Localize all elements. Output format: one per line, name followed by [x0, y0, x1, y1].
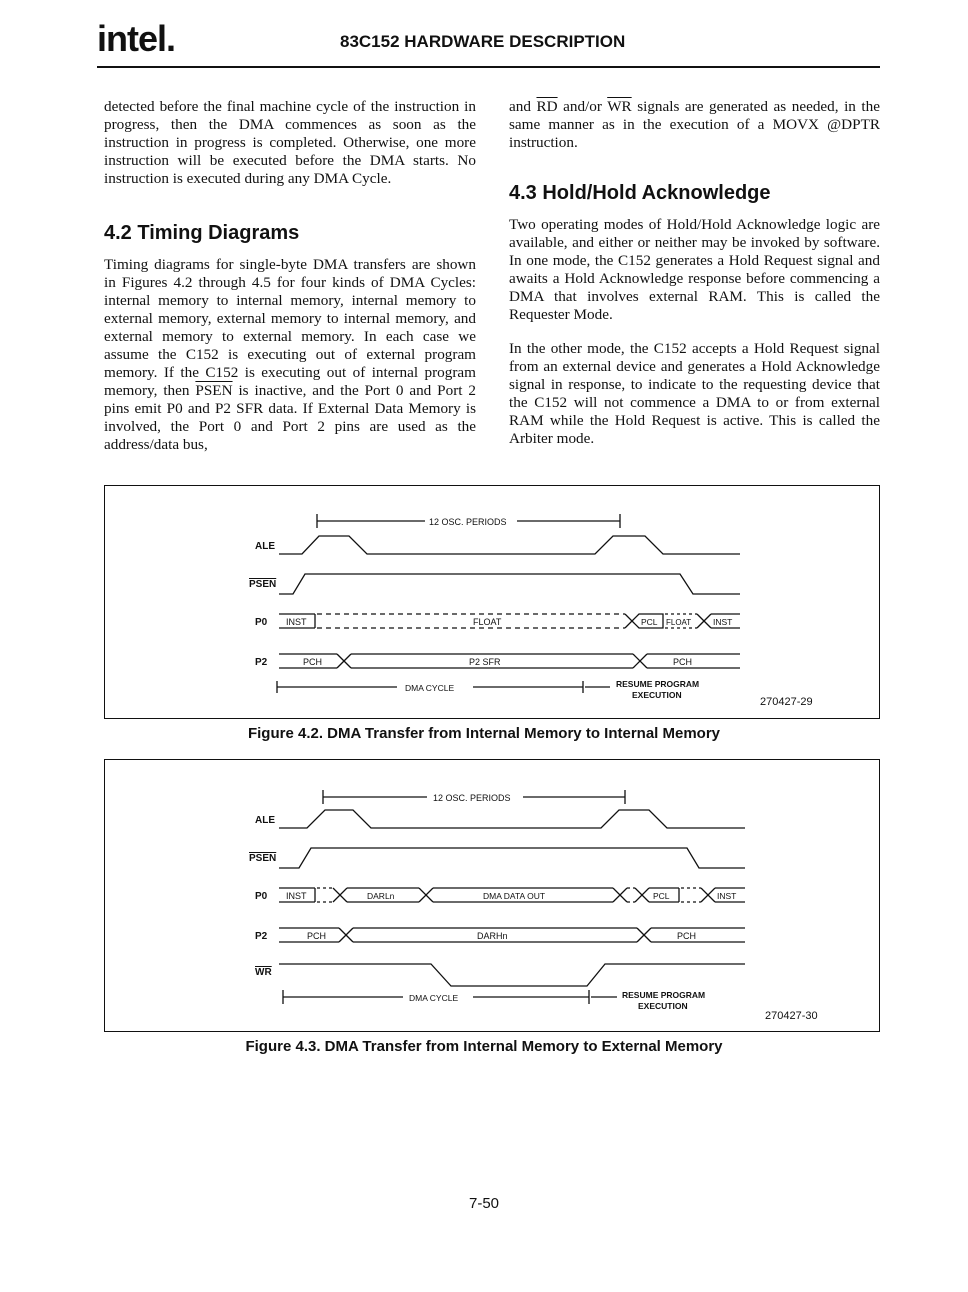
p0-float-2: FLOAT — [666, 618, 692, 627]
figure-4-3-box — [104, 759, 880, 1032]
p2-darhn: DARHn — [477, 931, 508, 941]
resume-label-1: RESUME PROGRAM — [622, 990, 706, 1000]
section-4-3-title: 4.3 Hold/Hold Acknowledge — [509, 182, 771, 204]
p0-darln: DARLn — [367, 891, 395, 901]
continuation-paragraph — [509, 98, 880, 152]
p0-inst-2: INST — [717, 891, 737, 901]
p0-float: FLOAT — [473, 617, 502, 627]
p2-pch: PCH — [303, 657, 323, 667]
p0-label: P0 — [255, 891, 268, 902]
resume-label-1: RESUME PROGRAM — [616, 679, 700, 689]
p0-dma-data-out: DMA DATA OUT — [483, 891, 546, 901]
ale-label: ALE — [255, 541, 275, 552]
right-column — [509, 98, 880, 448]
intel-logo: intel. — [97, 18, 176, 59]
page-header — [0, 0, 968, 72]
section-4-2-title: 4.2 Timing Diagrams — [104, 222, 300, 244]
left-column — [104, 98, 476, 454]
resume-label-2: EXECUTION — [632, 690, 682, 700]
document-title: 83C152 HARDWARE DESCRIPTION — [340, 32, 626, 51]
figure-4-2-caption: Figure 4.2. DMA Transfer from Internal Memory to Internal Memory — [247, 725, 721, 742]
psen-label: PSEN — [249, 579, 277, 590]
p0-pcl: PCL — [641, 617, 658, 627]
figure-4-2-diagram — [105, 486, 881, 720]
p2-pch: PCH — [307, 931, 327, 941]
p2-label: P2 — [255, 657, 268, 668]
osc-periods-label: 12 OSC. PERIODS — [433, 793, 511, 803]
psen-signal: PSEN — [195, 382, 233, 399]
hold-paragraph-1: Two operating modes of Hold/Hold Acknowledge logic are available, and either or neither may be invoked by software. In one mode, the C152 generates a Hold Request signal and awaits a Hold Acknowledge response before commencing a DMA that involves external RAM. This is called the Requester Mode. — [509, 216, 880, 323]
intro-paragraph: detected before the final machine cycle of the instruction in progress, then the DMA commences as soon as the instruction in progress is completed. Otherwise, one more instruction will be executed before the DMA starts. No instruction is executed during any DMA Cycle. — [104, 98, 476, 187]
dma-cycle-label: DMA CYCLE — [409, 993, 459, 1003]
cont-text-b: and/or — [557, 98, 608, 115]
rd-signal: $\overline{RD}$ — [536, 98, 558, 115]
p0-inst: INST — [286, 891, 307, 901]
p0-label: P0 — [255, 617, 268, 628]
p2-label: P2 — [255, 931, 268, 942]
p2-pch-2: PCH — [677, 931, 697, 941]
figure-4-3-caption: Figure 4.3. DMA Transfer from Internal Memory to External Memory — [245, 1038, 723, 1055]
p2-pch-2: PCH — [673, 657, 693, 667]
p0-inst: INST — [286, 617, 307, 627]
ale-label: ALE — [255, 815, 275, 826]
figure-4-2-box — [104, 485, 880, 719]
figure-4-3-diagram — [105, 760, 881, 1033]
timing-diagrams-paragraph — [104, 256, 476, 454]
timing-text-b: is inactive, and the Port 0 and Port 2 pins emit P0 and P2 SFR data. If External Data Memory is involved, the Port 0 and Port 2 pins are used as the address/data bus, — [104, 382, 476, 453]
p0-inst-2: INST — [713, 617, 733, 627]
psen-label: PSEN — [249, 853, 277, 864]
p2-sfr: P2 SFR — [469, 657, 501, 667]
resume-label-2: EXECUTION — [638, 1001, 688, 1011]
wr-signal: $\overline{WR}$ — [607, 98, 632, 115]
osc-periods-label: 12 OSC. PERIODS — [429, 517, 507, 527]
figure-id: 270427-29 — [760, 696, 813, 708]
figure-id: 270427-30 — [765, 1010, 818, 1022]
p0-pcl: PCL — [653, 891, 670, 901]
page-number: 7-50 — [468, 1195, 500, 1212]
header-rule — [97, 66, 880, 68]
wr-label: WR — [255, 967, 272, 978]
cont-text-c: signals are generated as needed, in the same manner as in the execution of a MOVX @DPTR instruction. — [509, 98, 880, 151]
timing-text-a: Timing diagrams for single-byte DMA transfers are shown in Figures 4.2 through 4.5 for four kinds of DMA Cycles: internal memory to internal memory, internal memory to external memory, external memory to internal memory, and external memory to external memory. In each case we assume the C152 is executing out of external program memory. If the C152 is executing out of internal program memory, then — [104, 256, 476, 399]
cont-text-a: and — [509, 98, 537, 115]
hold-paragraph-2: In the other mode, the C152 accepts a Hold Request signal from an external device and generates a Hold Acknowledge signal in response, to indicate to the requesting device that the C152 will not commence a DMA to or from external RAM while the Hold Request is active. This is called the Arbiter mode. — [509, 340, 880, 447]
dma-cycle-label: DMA CYCLE — [405, 683, 455, 693]
